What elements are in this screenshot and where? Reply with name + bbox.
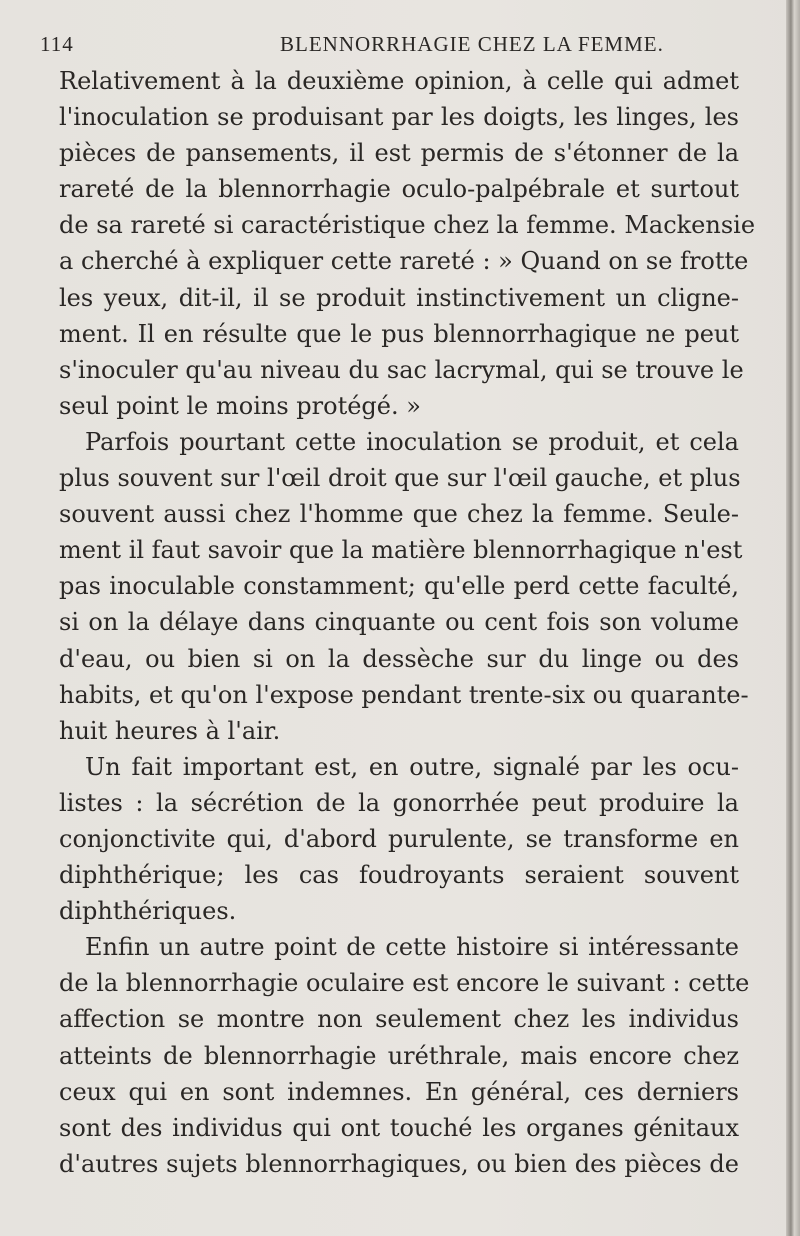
text-line: rareté de la blennorrhagie oculo-palpébrale et surtout — [59, 175, 739, 204]
text-line: conjonctivite qui, d'abord purulente, se transforme en — [59, 824, 739, 853]
text-line: sont des individus qui ont touché les organes génitaux — [59, 1113, 739, 1142]
text-line: Un fait important est, en outre, signalé par les ocu- — [85, 752, 739, 781]
text-line: de la blennorrhagie oculaire est encore le suivant : cette — [59, 969, 750, 998]
text-line: s'inoculer qu'au niveau du sac lacrymal, qui se trouve le — [59, 355, 744, 384]
text-line: l'inoculation se produisant par les doigts, les linges, les — [59, 103, 739, 132]
body-text — [59, 63, 756, 1182]
text-line: d'autres sujets blennorrhagiques, ou bien des pièces de — [59, 1149, 739, 1178]
page-number: 114 — [40, 32, 74, 56]
text-line: diphthériques. — [59, 897, 237, 926]
text-line: seul point le moins protégé. » — [59, 391, 421, 420]
text-line: diphthérique; les cas foudroyants seraient souvent — [59, 861, 739, 890]
text-line: atteints de blennorrhagie uréthrale, mais encore chez — [59, 1041, 739, 1070]
running-header — [40, 32, 740, 58]
text-line: si on la délaye dans cinquante ou cent fois son volume — [59, 608, 739, 637]
page-binding-edge — [786, 0, 800, 1236]
text-line: de sa rareté si caractéristique chez la femme. Mackensie — [59, 211, 756, 240]
running-title: BLENNORRHAGIE CHEZ LA FEMME. — [280, 32, 664, 56]
text-line: d'eau, ou bien si on la dessèche sur du linge ou des — [59, 644, 739, 673]
text-line: Enfin un autre point de cette histoire si intéressante — [85, 933, 739, 962]
text-line: habits, et qu'on l'expose pendant trente-six ou quarante- — [59, 680, 749, 709]
text-line: ment. Il en résulte que le pus blennorrhagique ne peut — [59, 319, 739, 348]
text-line: Parfois pourtant cette inoculation se produit, et cela — [85, 427, 739, 456]
text-line: souvent aussi chez l'homme que chez la femme. Seule- — [59, 500, 739, 529]
text-line: ment il faut savoir que la matière blennorrhagique n'est — [59, 536, 743, 565]
text-line: plus souvent sur l'œil droit que sur l'œil gauche, et plus — [59, 464, 741, 493]
text-line: ceux qui en sont indemnes. En général, ces derniers — [59, 1077, 739, 1106]
text-line: listes : la sécrétion de la gonorrhée peut produire la — [59, 788, 739, 817]
text-line: a cherché à expliquer cette rareté : » Quand on se frotte — [59, 247, 749, 276]
text-line: pièces de pansements, il est permis de s'étonner de la — [59, 139, 739, 168]
text-line: affection se montre non seulement chez les individus — [59, 1005, 739, 1034]
text-line: pas inoculable constamment; qu'elle perd cette faculté, — [59, 572, 739, 601]
text-line: Relativement à la deuxième opinion, à celle qui admet — [59, 67, 739, 95]
text-line: huit heures à l'air. — [59, 716, 281, 745]
text-line: les yeux, dit-il, il se produit instinctivement un cligne- — [59, 283, 739, 312]
